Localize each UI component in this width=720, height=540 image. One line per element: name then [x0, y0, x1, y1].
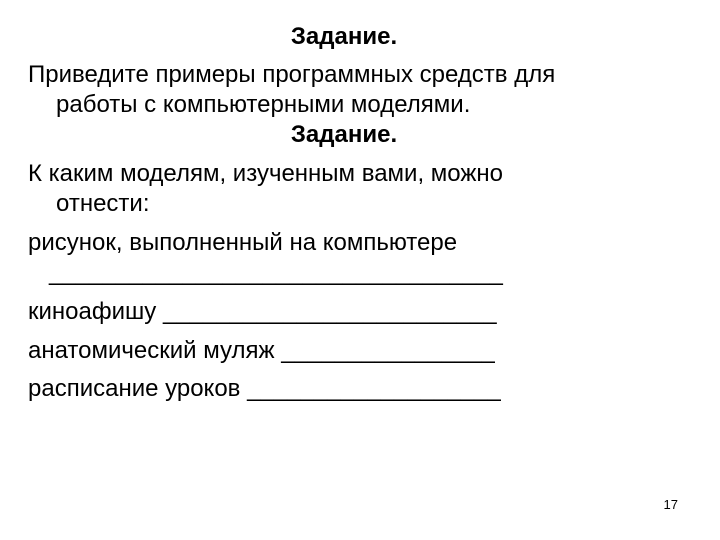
- item-anatomy-text: анатомический муляж: [28, 337, 275, 364]
- task1-text-line1: Приведите примеры программных средств для: [28, 61, 556, 88]
- task1-text-line2: работы с компьютерными моделями.: [56, 91, 471, 118]
- list-item-poster: [28, 297, 497, 327]
- page-number: 17: [663, 497, 678, 512]
- list-item-schedule: [28, 374, 501, 404]
- item-poster-blank: _________________________: [162, 298, 497, 325]
- item-drawing-blank: __________________________________: [49, 259, 503, 286]
- item-poster-text: киноафишу: [28, 298, 157, 325]
- item-schedule-text: расписание уроков: [28, 375, 241, 402]
- task1-heading: Задание.: [290, 23, 398, 50]
- task2-question-line2: отнести:: [56, 190, 150, 217]
- task2-heading: Задание.: [290, 121, 398, 148]
- item-drawing-text: рисунок, выполненный на компьютере: [28, 229, 458, 256]
- list-item-anatomy: [28, 336, 495, 366]
- task2-question-line1: К каким моделям, изученным вами, можно: [28, 160, 504, 187]
- item-anatomy-blank: ________________: [281, 337, 495, 364]
- item-schedule-blank: ___________________: [247, 375, 501, 402]
